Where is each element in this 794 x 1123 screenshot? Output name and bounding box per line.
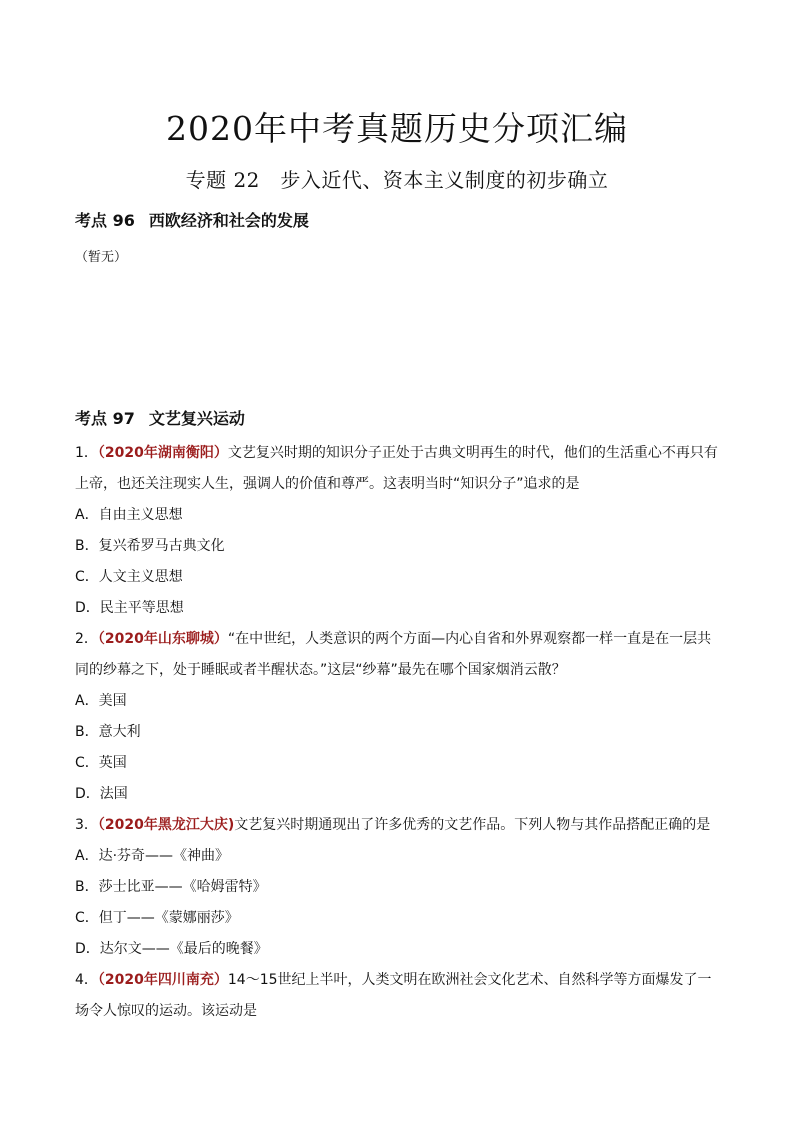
- section-heading-96: [75, 208, 309, 231]
- question-text: “在中世纪，人类意识的两个方面—内心自省和外界观察都一样一直是在一层共同的纱幕之下，处于睡眠或者半醒状态。”这层“纱幕”最先在哪个国家烟消云散？: [75, 631, 712, 678]
- question-3: [75, 810, 725, 965]
- section-name: 文艺复兴运动: [148, 409, 245, 428]
- section-heading-97: [75, 406, 245, 429]
- option-a: A．自由主义思想: [75, 507, 183, 523]
- question-text: 文艺复兴时期的知识分子正处于古典文明再生的时代，他们的生活重心不再只有上帝，也还关注现实人生，强调人的价值和尊严。这表明当时“知识分子”追求的是: [75, 445, 718, 492]
- section-number: 考点 97: [75, 409, 135, 428]
- question-source: （2020年山东聊城）: [97, 631, 228, 647]
- question-stem: [75, 810, 725, 841]
- question-number: 3．: [75, 817, 98, 833]
- option-c: C．英国: [75, 755, 127, 771]
- option-a: A．达·芬奇——《神曲》: [75, 848, 230, 864]
- question-stem: [75, 624, 725, 686]
- option-c: C．但丁——《蒙娜丽莎》: [75, 910, 239, 926]
- section-note: （暂无）: [75, 250, 128, 265]
- section-number: 考点 96: [75, 211, 135, 230]
- option-b: B．复兴希罗马古典文化: [75, 538, 225, 554]
- option-c: C．人文主义思想: [75, 569, 183, 585]
- option-b: B．莎士比亚——《哈姆雷特》: [75, 879, 267, 895]
- question-text: 14～15世纪上半叶，人类文明在欧洲社会文化艺术、自然科学等方面爆发了一场令人惊叹的运动。该运动是: [75, 972, 712, 1019]
- option-b: B．意大利: [75, 724, 141, 740]
- option-a: A．美国: [75, 693, 127, 709]
- question-source: （2020年黑龙江大庆): [97, 817, 235, 833]
- option-d: D．法国: [75, 786, 128, 802]
- question-2: [75, 624, 725, 810]
- question-number: 2．: [75, 631, 98, 647]
- page-title: 2020年中考真题历史分项汇编: [166, 109, 628, 148]
- question-number: 1．: [75, 445, 98, 461]
- question-text: 文艺复兴时期通现出了许多优秀的文艺作品。下列人物与其作品搭配正确的是: [234, 817, 711, 833]
- question-list: [75, 438, 725, 1027]
- section-name: 西欧经济和社会的发展: [148, 211, 309, 230]
- question-stem: [75, 438, 725, 500]
- page-subtitle: 专题 22 步入近代、资本主义制度的初步确立: [185, 168, 609, 192]
- question-1: [75, 438, 725, 624]
- question-number: 4．: [75, 972, 98, 988]
- option-d: D．达尔文——《最后的晚餐》: [75, 941, 268, 957]
- question-source: （2020年四川南充）: [97, 972, 228, 988]
- option-d: D．民主平等思想: [75, 600, 184, 616]
- question-4: [75, 965, 725, 1027]
- question-stem: [75, 965, 725, 1027]
- question-source: （2020年湖南衡阳）: [97, 445, 228, 461]
